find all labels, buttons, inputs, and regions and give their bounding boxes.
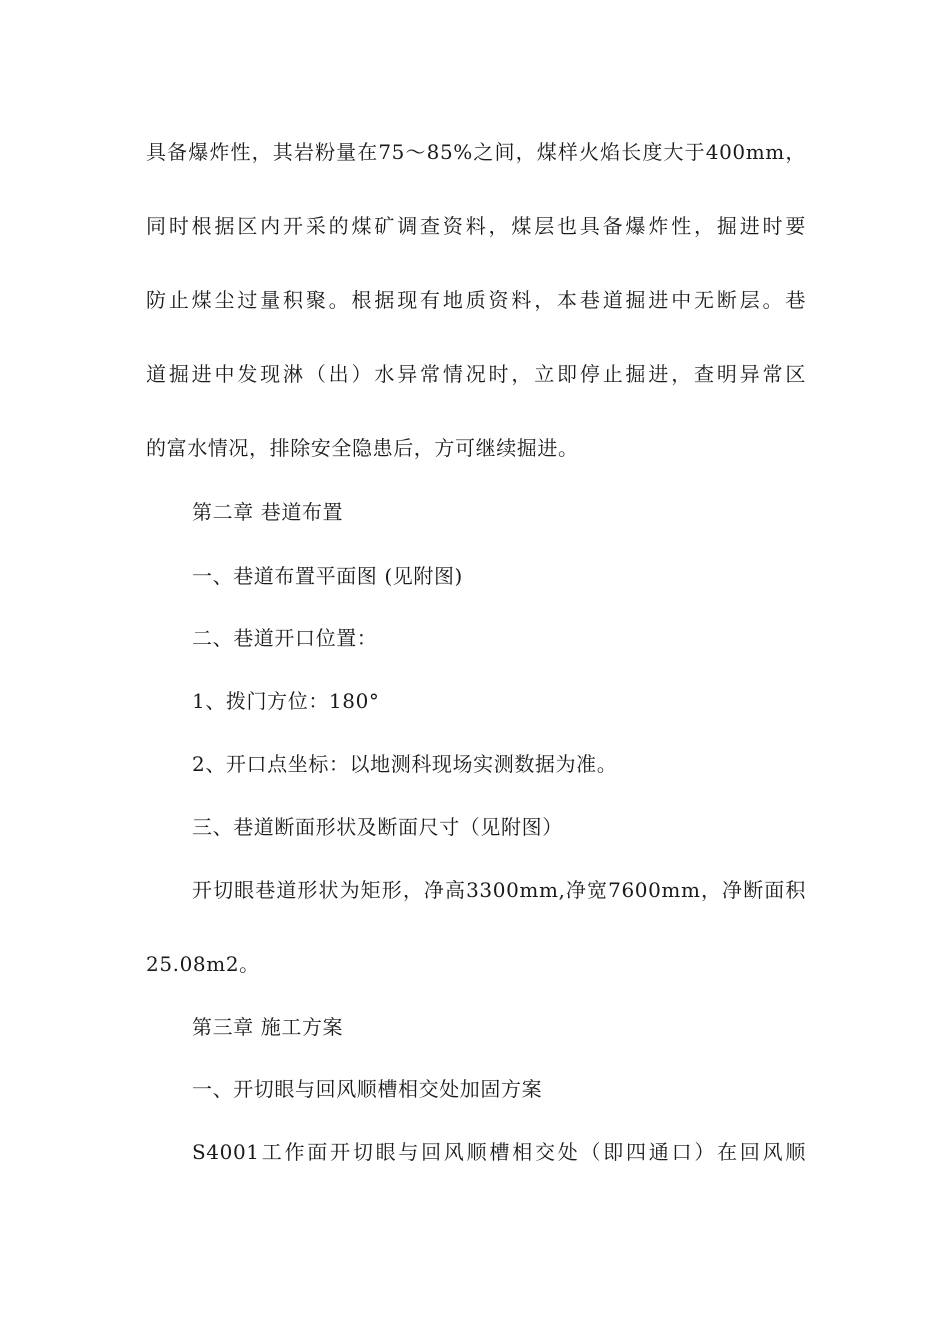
- paragraph-line: 的富水情况，排除安全隐患后，方可继续掘进。: [146, 436, 579, 460]
- paragraph-line: 道掘进中发现淋（出）水异常情况时，立即停止掘进，查明异常区: [146, 362, 806, 386]
- list-item: 2、开口点坐标：以地测科现场实测数据为准。: [192, 752, 618, 776]
- chapter-heading: 第二章 巷道布置: [192, 500, 344, 524]
- paragraph-line: 25.08m2。: [146, 952, 260, 976]
- paragraph-line: 开切眼巷道形状为矩形，净高3300mm,净宽7600mm，净断面积: [192, 878, 806, 902]
- section-heading: 二、巷道开口位置：: [192, 626, 378, 650]
- list-item: 1、拨门方位：180°: [192, 689, 380, 713]
- section-heading: 一、开切眼与回风顺槽相交处加固方案: [192, 1077, 543, 1101]
- paragraph-line: 防止煤尘过量积聚。根据现有地质资料，本巷道掘进中无断层。巷: [146, 288, 806, 312]
- chapter-heading: 第三章 施工方案: [192, 1015, 344, 1039]
- paragraph-line: 同时根据区内开采的煤矿调查资料，煤层也具备爆炸性，掘进时要: [146, 214, 806, 238]
- section-heading: 一、巷道布置平面图 (见附图): [192, 564, 463, 588]
- paragraph-line: S4001工作面开切眼与回风顺槽相交处（即四通口）在回风顺: [192, 1140, 806, 1164]
- section-heading: 三、巷道断面形状及断面尺寸（见附图）: [192, 815, 563, 839]
- paragraph-line: 具备爆炸性，其岩粉量在75～85%之间，煤样火焰长度大于400mm，: [146, 140, 806, 164]
